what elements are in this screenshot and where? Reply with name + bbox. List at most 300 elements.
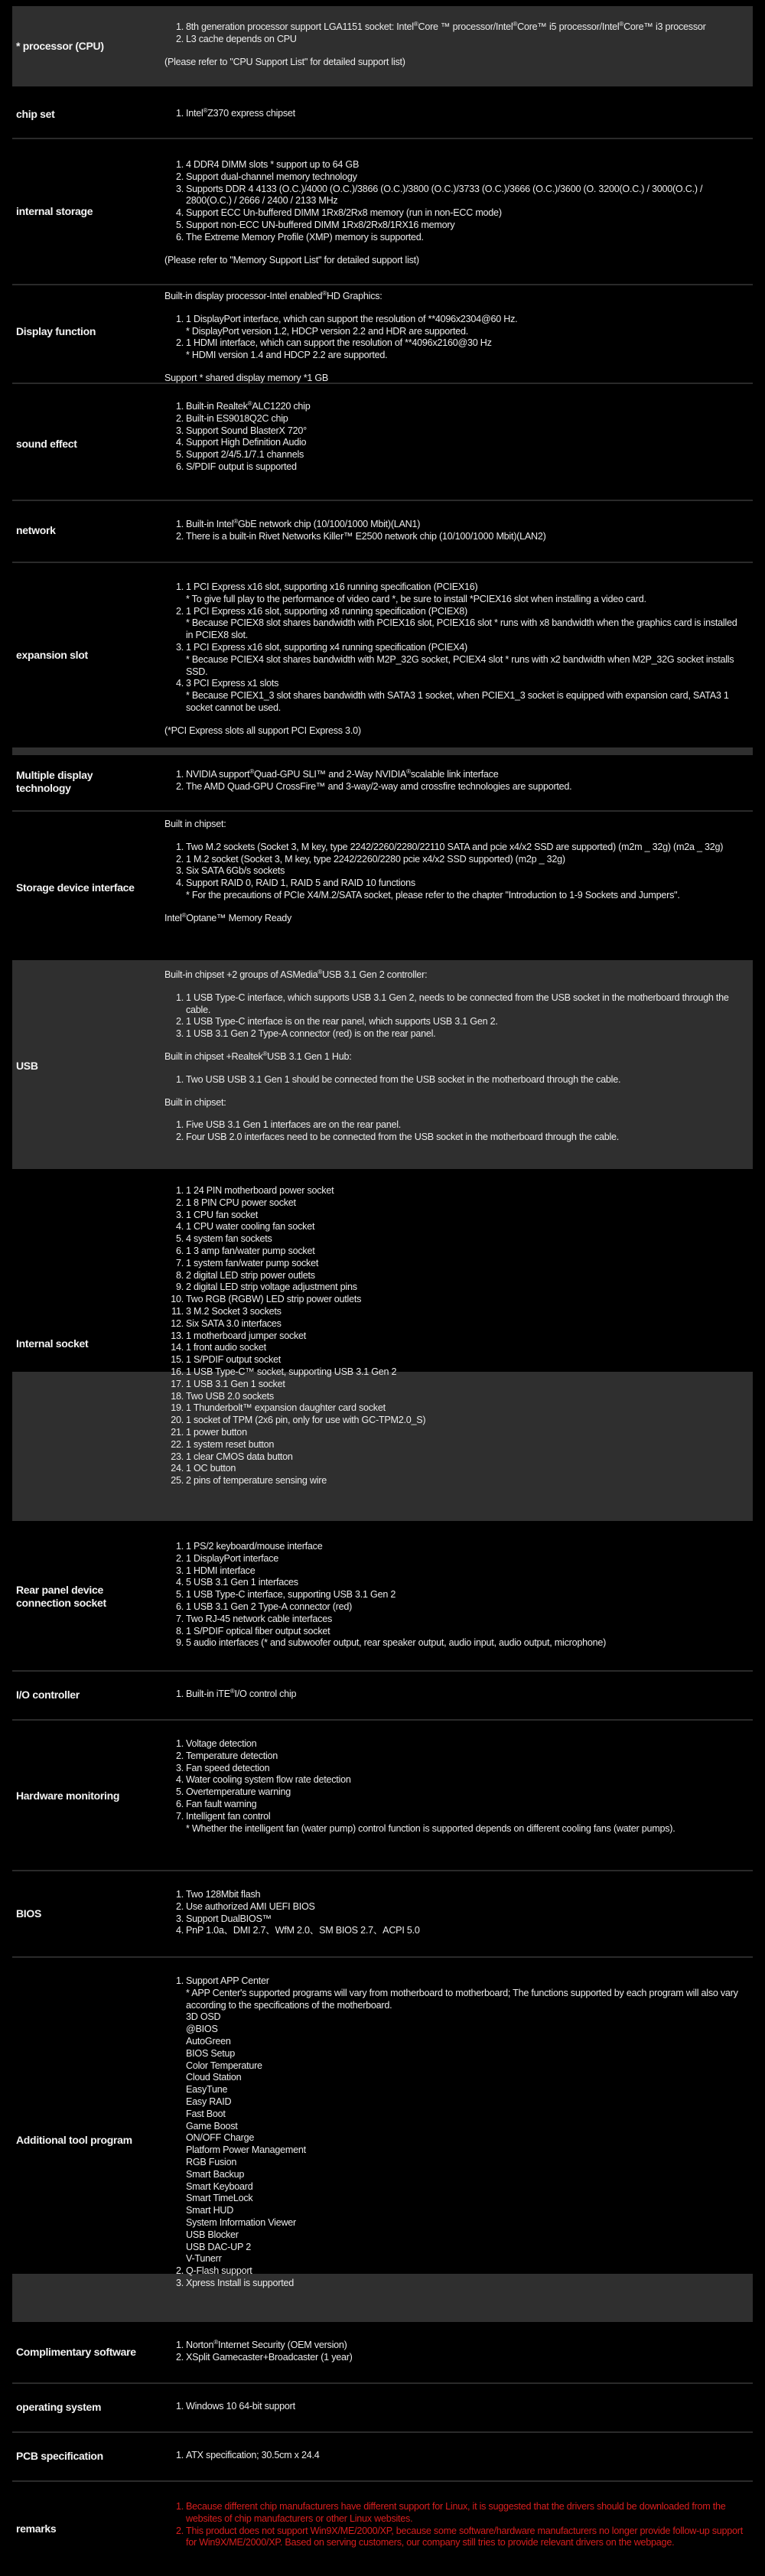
list-text: Support 2/4/5.1/7.1 channels xyxy=(186,449,304,461)
list-text: 5 USB 3.1 Gen 1 interfaces xyxy=(186,1577,298,1588)
list-text: 1 PS/2 keyboard/mouse interface xyxy=(186,1541,323,1552)
list-item xyxy=(164,413,746,425)
list-item xyxy=(164,449,746,461)
list-text: 1 M.2 socket (Socket 3, M key, type 2242/2260/2280 pcie x4/x2 SSD supported) (m2p _ 32g) xyxy=(186,853,565,865)
app-item: Game Boost xyxy=(186,2120,238,2131)
list-item xyxy=(164,461,746,474)
list-text: 1 USB 3.1 Gen 2 Type-A connector (red) is on the rear panel. xyxy=(186,1028,436,1040)
spec-value-remarks xyxy=(164,2501,746,2549)
list-number: 22. xyxy=(171,1438,184,1450)
list-item xyxy=(164,1786,746,1799)
list-item xyxy=(164,865,746,878)
divider xyxy=(12,138,753,139)
list-item xyxy=(164,1306,746,1318)
app-item: Smart TimeLock xyxy=(186,2193,253,2204)
list-item xyxy=(164,1281,746,1294)
list-item xyxy=(164,1185,746,1197)
memory-footnote: (Please refer to "Memory Support List" for detailed support list) xyxy=(164,254,419,265)
app-item: System Information Viewer xyxy=(186,2216,297,2228)
list-item xyxy=(164,1270,746,1282)
list-text: Intelligent fan control xyxy=(186,1810,271,1822)
display-list xyxy=(164,314,746,362)
list-item xyxy=(164,1689,746,1701)
list-number: 9. xyxy=(175,1281,184,1293)
list-text: L3 cache depends on CPU xyxy=(186,33,297,44)
list-text: Use authorized AMI UEFI BIOS xyxy=(186,1900,315,1912)
list-number: 1. xyxy=(175,401,184,412)
spec-value-processor xyxy=(164,21,746,68)
app-item: @BIOS xyxy=(186,2024,218,2035)
spec-value-audio xyxy=(164,401,746,474)
list-number: 1. xyxy=(175,159,184,170)
app-item: Platform Power Management xyxy=(186,2144,306,2156)
list-text: 1 power button xyxy=(186,1426,247,1438)
app-item: AutoGreen xyxy=(186,2035,231,2047)
spec-label-expansion: expansion slot xyxy=(16,649,88,661)
list-item xyxy=(164,1913,746,1926)
list-number: 2. xyxy=(175,33,184,44)
chipset-list xyxy=(164,108,746,120)
list-item xyxy=(164,1738,746,1750)
list-note: * Because PCIEX1_3 slot shares bandwidth with SATA3 1 socket, when PCIEX1_3 socket is equipped with expansion card, SATA3 1 socket cannot be used. xyxy=(186,690,729,713)
list-item xyxy=(164,1601,746,1614)
list-item xyxy=(164,2526,746,2550)
divider xyxy=(12,1670,753,1672)
list-text: 1 front audio socket xyxy=(186,1342,266,1353)
list-number: 5. xyxy=(175,1589,184,1601)
list-item xyxy=(164,1475,746,1487)
list-item xyxy=(164,1342,746,1354)
list-text: 3 M.2 Socket 3 sockets xyxy=(186,1305,282,1317)
spec-value-network xyxy=(164,519,746,543)
list-number: 2. xyxy=(175,2351,184,2363)
list-text: 1 DisplayPort interface, which can support the resolution of **4096x2304@60 Hz. xyxy=(186,313,518,324)
spec-label-os: operating system xyxy=(16,2401,102,2413)
list-text: Xpress Install is supported xyxy=(186,2277,294,2288)
list-number: 2. xyxy=(175,1132,184,1143)
list-item xyxy=(164,401,746,413)
list-text: Built-in Realtek®ALC1220 chip xyxy=(186,400,311,412)
list-text: Windows 10 64-bit support xyxy=(186,2401,295,2412)
list-item xyxy=(164,425,746,438)
usb-group-intro: Built-in chipset +2 groups of ASMedia®USB 3.1 Gen 2 controller: xyxy=(164,969,428,980)
list-item xyxy=(164,581,746,606)
list-item xyxy=(164,1577,746,1589)
processor-list xyxy=(164,21,746,46)
list-number: 4. xyxy=(175,878,184,889)
spec-label-hw-monitor: Hardware monitoring xyxy=(16,1790,120,1802)
divider xyxy=(12,810,753,812)
app-item: V-Tunerr xyxy=(186,2253,222,2265)
list-number: 11. xyxy=(171,1305,184,1317)
list-item xyxy=(164,1318,746,1330)
list-number: 4. xyxy=(175,1577,184,1588)
spec-label-chipset: chip set xyxy=(16,108,55,120)
app-item: Smart Backup xyxy=(186,2168,245,2180)
list-number: 3. xyxy=(175,1565,184,1576)
list-text: Voltage detection xyxy=(186,1738,257,1749)
list-number: 3. xyxy=(175,865,184,877)
list-number: 1. xyxy=(175,581,184,592)
list-item xyxy=(164,1258,746,1270)
list-text: 1 Thunderbolt™ expansion daughter card socket xyxy=(186,1402,386,1414)
list-number: 1. xyxy=(175,519,184,529)
list-item xyxy=(164,1366,746,1379)
spec-value-io xyxy=(164,1689,746,1701)
list-number: 4. xyxy=(175,678,184,689)
list-text: 1 S/PDIF optical fiber output socket xyxy=(186,1625,330,1636)
list-item xyxy=(164,1750,746,1763)
list-item xyxy=(164,21,746,34)
list-text: 4 DDR4 DIMM slots * support up to 64 GB xyxy=(186,159,360,170)
list-number: 2. xyxy=(175,171,184,182)
list-text: 1 USB Type-C interface, which supports USB 3.1 Gen 2, needs to be connected from the USB socket in the motherboard through the cable. xyxy=(186,992,729,1015)
list-text: 4 system fan sockets xyxy=(186,1233,272,1245)
app-item: BIOS Setup xyxy=(186,2047,236,2059)
list-text: 2 digital LED strip voltage adjustment pins xyxy=(186,1281,357,1293)
tools-list-rest xyxy=(164,2265,746,2290)
app-item: Smart HUD xyxy=(186,2205,234,2216)
tools-note: * APP Center's supported programs will vary from motherboard to motherboard; The functions supported by each program will also vary according to the specifications of the motherboard. xyxy=(186,1987,738,2011)
list-item xyxy=(164,1763,746,1775)
list-item xyxy=(164,1132,746,1144)
spec-value-memory xyxy=(164,159,746,266)
list-item xyxy=(164,2401,746,2413)
list-text: 1 USB Type-C interface is on the rear panel, which supports USB 3.1 Gen 2. xyxy=(186,1016,498,1027)
app-item: RGB Fusion xyxy=(186,2156,237,2167)
list-number: 14. xyxy=(171,1342,184,1353)
list-item xyxy=(164,108,746,120)
list-item xyxy=(164,2278,746,2290)
list-number: 25. xyxy=(171,1475,184,1487)
list-item xyxy=(164,171,746,184)
list-text: 1 system reset button xyxy=(186,1438,275,1450)
usb-group-list xyxy=(164,1074,746,1086)
list-item xyxy=(164,878,746,902)
divider xyxy=(12,2480,753,2482)
list-number: 4. xyxy=(175,1221,184,1233)
list-text: Q-Flash support xyxy=(186,2265,252,2277)
software-list xyxy=(164,2340,746,2364)
list-text: 1 USB 3.1 Gen 1 socket xyxy=(186,1378,285,1389)
list-item xyxy=(164,642,746,678)
list-number: 16. xyxy=(171,1366,184,1377)
list-item xyxy=(164,437,746,449)
usb-group-list xyxy=(164,1119,746,1144)
spec-label-io: I/O controller xyxy=(16,1689,80,1701)
list-text: 1 USB 3.1 Gen 2 Type-A connector (red) xyxy=(186,1601,353,1612)
list-number: 8. xyxy=(175,1269,184,1281)
list-number: 1. xyxy=(175,1541,184,1552)
list-number: 4. xyxy=(175,437,184,448)
list-text: 1 clear CMOS data button xyxy=(186,1451,293,1462)
spec-value-rear-panel xyxy=(164,1541,746,1649)
list-item xyxy=(164,1626,746,1638)
list-number: 7. xyxy=(175,1613,184,1624)
expansion-list xyxy=(164,581,746,715)
list-number: 5. xyxy=(175,1233,184,1245)
list-number: 3. xyxy=(175,1762,184,1773)
spec-value-chipset xyxy=(164,108,746,120)
hw-monitor-list xyxy=(164,1738,746,1835)
list-text: 1 PCI Express x16 slot, supporting x16 running specification (PCIEX16) xyxy=(186,581,478,592)
list-number: 6. xyxy=(175,1798,184,1809)
list-text: 1 HDMI interface, which can support the resolution of **4096x2160@30 Hz xyxy=(186,337,492,349)
list-text: Built-in Intel®GbE network chip (10/100/1000 Mbit)(LAN1) xyxy=(186,518,421,529)
list-text: 1 S/PDIF output socket xyxy=(186,1354,281,1366)
list-item xyxy=(164,1463,746,1475)
list-item xyxy=(164,1565,746,1578)
list-number: 20. xyxy=(171,1415,184,1426)
list-item xyxy=(164,531,746,543)
list-item xyxy=(164,606,746,642)
spec-value-usb xyxy=(164,969,746,1144)
list-item xyxy=(164,314,746,338)
list-text: Support non-ECC UN-buffered DIMM 1Rx8/2Rx8/1RX16 memory xyxy=(186,219,455,230)
list-item xyxy=(164,1811,746,1835)
spec-label-processor: * processor (CPU) xyxy=(16,40,104,52)
list-number: 3. xyxy=(175,183,184,194)
list-item xyxy=(164,1799,746,1811)
spec-value-tools xyxy=(164,1975,746,2290)
list-item xyxy=(164,769,746,781)
list-item xyxy=(164,1541,746,1553)
network-list xyxy=(164,519,746,543)
audio-list xyxy=(164,401,746,474)
list-number: 6. xyxy=(175,231,184,243)
app-item: Smart Keyboard xyxy=(186,2180,253,2192)
list-number: 6. xyxy=(175,1245,184,1256)
list-number: 23. xyxy=(171,1451,184,1462)
spec-value-bios xyxy=(164,1889,746,1937)
list-item xyxy=(164,1354,746,1366)
list-text: PnP 1.0a、DMI 2.7、WfM 2.0、SM BIOS 2.7、ACPI 5.0 xyxy=(186,1925,420,1936)
usb-group-intro: Built in chipset +Realtek®USB 3.1 Gen 1 Hub: xyxy=(164,1050,352,1062)
list-item xyxy=(164,1028,746,1040)
list-item xyxy=(164,337,746,362)
list-number: 4. xyxy=(175,1925,184,1936)
spec-value-hw-monitor xyxy=(164,1738,746,1835)
list-text: Intel®Z370 express chipset xyxy=(186,107,295,119)
list-number: 18. xyxy=(171,1390,184,1402)
list-note: * DisplayPort version 1.2, HDCP version 2.2 and HDR are supported. xyxy=(186,325,468,337)
list-number: 2. xyxy=(175,605,184,617)
list-item xyxy=(164,34,746,46)
list-text: 1 PCI Express x16 slot, supporting x8 running specification (PCIEX8) xyxy=(186,605,467,617)
list-note: * HDMI version 1.4 and HDCP 2.2 are supported. xyxy=(186,350,388,361)
list-note: * Because PCIEX4 slot shares bandwidth with M2P_32G socket, PCIEX4 slot * runs with x2 bandwidth when M2P_32G socket installs SSD. xyxy=(186,653,734,677)
list-text: 3 PCI Express x1 slots xyxy=(186,678,279,689)
display-footnote: Support * shared display memory *1 GB xyxy=(164,372,329,383)
list-text: Two USB 2.0 sockets xyxy=(186,1390,274,1402)
app-item: USB Blocker xyxy=(186,2229,239,2240)
list-text: Support ECC Un-buffered DIMM 1Rx8/2Rx8 memory (run in non-ECC mode) xyxy=(186,207,502,219)
list-item xyxy=(164,1330,746,1343)
list-number: 8. xyxy=(175,1625,184,1636)
divider xyxy=(12,2382,753,2384)
spec-label-software: Complimentary software xyxy=(16,2346,136,2358)
app-item: Color Temperature xyxy=(186,2060,262,2071)
usb-group-list xyxy=(164,992,746,1040)
list-text: 5 audio interfaces (* and subwoofer output, rear speaker output, audio input, audio output, microphone) xyxy=(186,1637,607,1649)
remarks-list xyxy=(164,2501,746,2549)
spec-value-os xyxy=(164,2401,746,2413)
list-text: S/PDIF output is supported xyxy=(186,461,297,472)
list-item xyxy=(164,1294,746,1306)
list-item xyxy=(164,1925,746,1937)
list-text: Temperature detection xyxy=(186,1750,278,1761)
list-item xyxy=(164,1553,746,1565)
list-item xyxy=(164,1210,746,1222)
list-text: Four USB 2.0 interfaces need to be connected from the USB socket in the motherboard through the cable. xyxy=(186,1132,620,1143)
list-text: 1 motherboard jumper socket xyxy=(186,1330,307,1341)
list-item xyxy=(164,1197,746,1210)
list-number: 7. xyxy=(175,1810,184,1822)
list-number: 3. xyxy=(175,1913,184,1924)
internal-list xyxy=(164,1185,746,1487)
list-number: 2. xyxy=(175,1016,184,1027)
list-number: 2. xyxy=(175,412,184,424)
list-number: 6. xyxy=(175,1601,184,1612)
list-text: NVIDIA support®Quad-GPU SLI™ and 2-Way NVIDIA®scalable link interface xyxy=(186,768,499,780)
list-number: 1. xyxy=(175,313,184,324)
list-number: 5. xyxy=(175,1786,184,1798)
list-item xyxy=(164,1119,746,1132)
list-text: Support RAID 0, RAID 1, RAID 5 and RAID 10 functions xyxy=(186,878,415,889)
list-text: 2 pins of temperature sensing wire xyxy=(186,1475,327,1487)
app-item: 3D OSD xyxy=(186,2011,221,2023)
list-number: 12. xyxy=(171,1317,184,1329)
rear-panel-list xyxy=(164,1541,746,1649)
list-number: 1. xyxy=(175,2340,184,2350)
spec-label-memory: internal storage xyxy=(16,205,93,217)
list-text: 1 CPU water cooling fan socket xyxy=(186,1221,315,1233)
spec-label-bios: BIOS xyxy=(16,1907,42,1920)
memory-list xyxy=(164,159,746,244)
list-item xyxy=(164,2450,746,2462)
list-text: The AMD Quad-GPU CrossFire™ and 3-way/2-way amd crossfire technologies are supported. xyxy=(186,780,572,792)
list-number: 1. xyxy=(175,1073,184,1085)
pcb-list xyxy=(164,2450,746,2462)
list-number: 15. xyxy=(171,1354,184,1366)
list-number: 19. xyxy=(171,1402,184,1414)
list-text: 1 CPU fan socket xyxy=(186,1209,258,1220)
list-text: Five USB 3.1 Gen 1 interfaces are on the rear panel. xyxy=(186,1119,402,1131)
list-note: * For the precautions of PCIe X4/M.2/SATA socket, please refer to the chapter "Introduction to 1-9 Sockets and Jumpers". xyxy=(186,889,680,900)
list-number: 3. xyxy=(175,2277,184,2288)
list-text: Built-in iTE®I/O control chip xyxy=(186,1688,297,1699)
spec-label-usb: USB xyxy=(16,1060,38,1072)
list-number: 1. xyxy=(175,841,184,852)
list-text: Two RGB (RGBW) LED strip power outlets xyxy=(186,1294,362,1305)
list-number: 1. xyxy=(175,1185,184,1196)
list-text: 1 USB Type-C interface, supporting USB 3.1 Gen 2 xyxy=(186,1589,396,1601)
list-text: Supports DDR 4 4133 (O.C.)/4000 (O.C.)/3866 (O.C.)/3800 (O.C.)/3733 (O.C.)/3666 (O.C.)/3600 (O. 3200(O.C.) / 3000(O.C.) / 2800(O.C.) / 2666 / 2400 / 2133 MHz xyxy=(186,183,703,207)
list-number: 4. xyxy=(175,1774,184,1786)
usb-group-intro: Built in chipset: xyxy=(164,1096,226,1108)
app-item: Easy RAID xyxy=(186,2096,232,2107)
list-item xyxy=(164,1589,746,1601)
list-number: 2. xyxy=(175,530,184,542)
spec-label-tools: Additional tool program xyxy=(16,2134,132,2146)
list-text: 2 digital LED strip power outlets xyxy=(186,1269,315,1281)
list-number: 10. xyxy=(171,1294,184,1305)
list-number: 1. xyxy=(175,769,184,780)
divider xyxy=(12,1719,753,1721)
list-text: Two M.2 sockets (Socket 3, M key, type 2242/2260/2280/22110 SATA and pcie x4/x2 SSD are supported) (m2m _ 32g) (m2a _ 32g) xyxy=(186,841,724,852)
list-number: 1. xyxy=(175,992,184,1003)
list-item xyxy=(164,519,746,531)
band-expansion-end xyxy=(12,747,753,755)
os-list xyxy=(164,2401,746,2413)
tools-list xyxy=(164,1975,746,1988)
list-number: 1. xyxy=(175,2450,184,2460)
list-item xyxy=(164,184,746,208)
list-item xyxy=(164,1246,746,1258)
spec-value-storage xyxy=(164,819,746,925)
list-number: 9. xyxy=(175,1637,184,1649)
spec-label-network: network xyxy=(16,524,56,536)
list-item xyxy=(164,781,746,793)
list-item xyxy=(164,854,746,866)
app-item: EasyTune xyxy=(186,2084,228,2096)
list-text: 1 3 amp fan/water pump socket xyxy=(186,1245,315,1256)
list-text: Two USB USB 3.1 Gen 1 should be connected from the USB socket in the motherboard through the cable. xyxy=(186,1073,621,1085)
list-text: Fan fault warning xyxy=(186,1798,257,1809)
spec-value-internal xyxy=(164,1185,746,1487)
list-item xyxy=(164,1637,746,1649)
list-item xyxy=(164,2340,746,2352)
list-item xyxy=(164,1016,746,1028)
list-text: Because different chip manufacturers have different support for Linux, it is suggested that the drivers should be downloaded from the websites of chip manufacturers or other Linux websites. xyxy=(186,2501,726,2524)
list-number: 2. xyxy=(175,1552,184,1564)
list-item: 1. Support APP Center xyxy=(175,1975,269,1986)
list-number: 3. xyxy=(175,425,184,436)
spec-label-rear-panel: Rear panel device connection socket xyxy=(16,1584,106,1609)
app-center-list xyxy=(164,2011,746,2265)
list-text: Overtemperature warning xyxy=(186,1786,291,1798)
list-number: 3. xyxy=(175,641,184,653)
list-text: 1 system fan/water pump socket xyxy=(186,1257,319,1268)
list-item xyxy=(164,1221,746,1233)
list-text: 1 8 PIN CPU power socket xyxy=(186,1197,296,1208)
list-item xyxy=(164,678,746,714)
divider xyxy=(12,562,753,563)
list-number: 2. xyxy=(175,1197,184,1208)
list-text: Six SATA 6Gb/s sockets xyxy=(186,865,285,877)
list-item xyxy=(164,207,746,220)
list-item xyxy=(164,1391,746,1403)
list-number: 4. xyxy=(175,207,184,219)
list-item xyxy=(164,1379,746,1391)
list-number: 13. xyxy=(171,1330,184,1341)
list-item xyxy=(164,1402,746,1415)
list-note: * Because PCIEX8 slot shares bandwidth with PCIEX16 slot, PCIEX16 slot * runs with x8 bandwidth when the graphics card is installed in PCIEX8 slot. xyxy=(186,617,737,641)
spec-value-expansion xyxy=(164,581,746,738)
spec-label-pcb: PCB specification xyxy=(16,2450,103,2462)
expansion-footnote: (*PCI Express slots all support PCI Express 3.0) xyxy=(164,725,361,736)
list-number: 3. xyxy=(175,1028,184,1040)
spec-value-multi-display xyxy=(164,769,746,793)
list-number: 2. xyxy=(175,1750,184,1761)
list-number: 2. xyxy=(175,2265,184,2277)
list-item xyxy=(164,2352,746,2364)
list-number: 6. xyxy=(175,461,184,472)
processor-footnote: (Please refer to "CPU Support List" for detailed support list) xyxy=(164,56,405,67)
list-text: 1 USB Type-C™ socket, supporting USB 3.1 Gen 2 xyxy=(186,1366,397,1377)
list-item xyxy=(164,1614,746,1626)
app-item: ON/OFF Charge xyxy=(186,2132,255,2144)
